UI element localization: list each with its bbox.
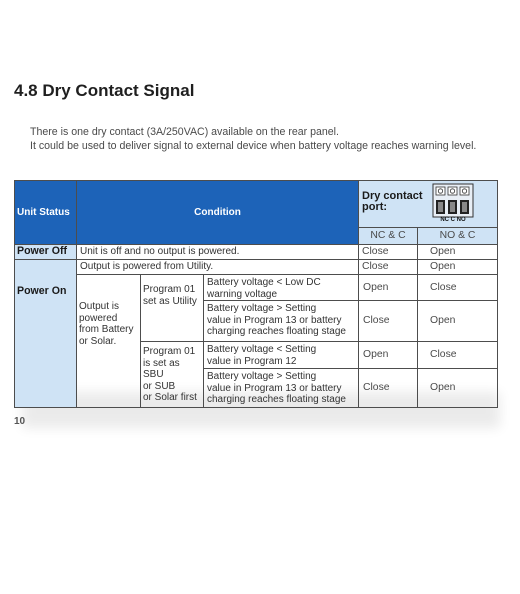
row-float-utility-line-3: charging reaches floating stage xyxy=(207,326,346,337)
row-power-off-nc: Close xyxy=(358,244,418,260)
program-utility-line-2: set as Utility xyxy=(143,295,197,307)
header-condition xyxy=(76,180,359,245)
header-port-line-2: port: xyxy=(362,201,388,213)
header-nc-c: NC & C xyxy=(358,227,418,245)
row-low-dc-condition xyxy=(203,274,359,301)
program-sbu-cell xyxy=(140,341,204,408)
battery-solar-line-1: Output is xyxy=(79,301,120,312)
row-power-off-condition: Unit is off and no output is powered. xyxy=(76,244,359,260)
intro-line-2: It could be used to deliver signal to external device when battery voltage reaches warning level. xyxy=(30,139,477,152)
section-heading: 4.8 Dry Contact Signal xyxy=(14,81,195,100)
row-float-utility-condition xyxy=(203,300,359,342)
battery-solar-line-2: powered xyxy=(79,312,118,324)
row-power-off-no: Open xyxy=(417,244,498,260)
dry-contact-table xyxy=(14,180,498,408)
program-sbu-line-2: is set as SBU xyxy=(143,357,180,380)
header-unit-status-label: Unit Status xyxy=(17,206,70,218)
battery-solar-text xyxy=(79,301,133,347)
row-program12-line-1: Battery voltage < Setting xyxy=(207,344,317,355)
header-port-line-1: Dry contact xyxy=(362,190,423,202)
program-sbu-line-4: or Solar first xyxy=(143,392,197,403)
row-float-utility-no: Open xyxy=(417,300,498,342)
header-no-c: NO & C xyxy=(417,227,498,245)
row-program12-nc: Open xyxy=(358,341,418,369)
row-program12-line-2: value in Program 12 xyxy=(207,355,297,367)
intro-text xyxy=(30,126,476,153)
header-port-label xyxy=(362,191,423,213)
program-sbu-line-3: or SUB xyxy=(143,380,176,392)
row-utility-condition: Output is powered from Utility. xyxy=(76,259,359,275)
page-number: 10 xyxy=(14,416,26,427)
header-port xyxy=(358,180,498,228)
battery-solar-line-3: from Battery xyxy=(79,324,134,335)
row-program12-condition xyxy=(203,341,359,369)
row-utility-no: Open xyxy=(417,259,498,275)
battery-solar-cell xyxy=(76,274,141,408)
row-power-on-status xyxy=(14,259,77,408)
row-float-utility-line-2: value in Program 13 or battery xyxy=(207,314,342,326)
header-unit-status xyxy=(14,180,77,245)
row-low-dc-line-2: warning voltage xyxy=(207,288,278,300)
row-low-dc-line-1: Battery voltage < Low DC xyxy=(207,277,321,288)
row-float-sbu-line-1: Battery voltage > Setting xyxy=(207,371,317,382)
program-sbu-text xyxy=(143,346,203,404)
row-float-sbu-condition xyxy=(203,368,359,408)
row-float-sbu-line-2: value in Program 13 or battery xyxy=(207,382,342,394)
battery-solar-line-4: or Solar. xyxy=(79,335,117,347)
row-float-utility-nc: Close xyxy=(358,300,418,342)
row-float-sbu-no: Open xyxy=(417,368,498,408)
header-condition-label: Condition xyxy=(194,206,241,218)
program-sbu-line-1: Program 01 xyxy=(143,346,196,357)
row-float-sbu-nc: Close xyxy=(358,368,418,408)
row-float-sbu-line-3: charging reaches floating stage xyxy=(207,394,346,405)
row-float-utility-line-1: Battery voltage > Setting xyxy=(207,303,317,314)
program-utility-text xyxy=(143,284,197,307)
relay-terminal-label: NC C NO xyxy=(440,217,466,223)
row-power-on-label: Power On xyxy=(17,284,67,297)
row-low-dc-nc: Open xyxy=(358,274,418,301)
relay-terminal-icon xyxy=(432,183,474,225)
intro-line-1: There is one dry contact (3A/250VAC) available on the rear panel. xyxy=(30,126,339,138)
row-low-dc-no: Close xyxy=(417,274,498,301)
program-utility-line-1: Program 01 xyxy=(143,284,196,295)
row-utility-nc: Close xyxy=(358,259,418,275)
program-utility-cell xyxy=(140,274,204,342)
row-program12-no: Close xyxy=(417,341,498,369)
row-power-off-status: Power Off xyxy=(14,244,77,260)
